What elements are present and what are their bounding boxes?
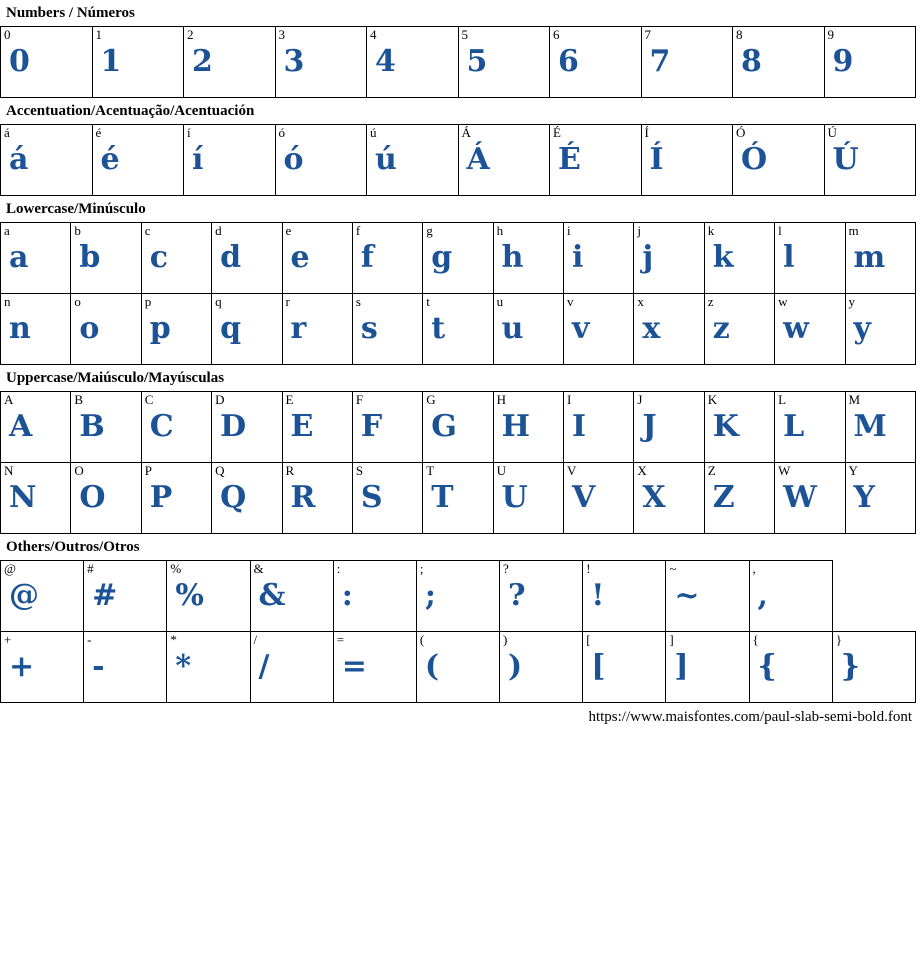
glyph-cell bbox=[824, 125, 916, 196]
glyph-label: g bbox=[426, 223, 433, 238]
glyph-label: Á bbox=[461, 125, 471, 140]
glyph-cell bbox=[352, 223, 422, 294]
glyph-cell bbox=[1, 294, 71, 365]
glyph-cell bbox=[704, 223, 774, 294]
glyph-sample: d bbox=[220, 240, 242, 275]
glyph-sample: { bbox=[757, 649, 777, 684]
glyph-label: 8 bbox=[736, 27, 743, 42]
glyph-sample: ; bbox=[424, 578, 436, 613]
glyph-sample: g bbox=[431, 240, 453, 275]
glyph-cell bbox=[282, 294, 352, 365]
glyph-label: Y bbox=[848, 463, 858, 478]
glyph-cell bbox=[564, 463, 634, 534]
glyph-sample: b bbox=[79, 240, 101, 275]
glyph-label: ? bbox=[503, 561, 509, 576]
section-title-numbers: Numbers / Números bbox=[6, 5, 135, 21]
glyph-sample: Y bbox=[853, 480, 875, 515]
glyph-cell bbox=[167, 632, 250, 703]
glyph-sample: 4 bbox=[375, 44, 396, 79]
glyph-sample: c bbox=[149, 240, 169, 275]
glyph-label: } bbox=[835, 632, 842, 647]
glyph-sample: Á bbox=[466, 142, 490, 177]
glyph-sample: I bbox=[572, 409, 587, 444]
glyph-label: V bbox=[567, 463, 577, 478]
glyph-sample: 8 bbox=[741, 44, 762, 79]
glyph-sample: e bbox=[290, 240, 310, 275]
glyph-sample: w bbox=[783, 311, 809, 346]
glyph-sample: [ bbox=[591, 649, 606, 684]
glyph-sample: s bbox=[360, 311, 378, 346]
glyph-sample: # bbox=[92, 578, 118, 613]
glyph-label: B bbox=[74, 392, 84, 407]
glyph-sample: u bbox=[501, 311, 524, 346]
glyph-cell bbox=[184, 125, 276, 196]
glyph-sample: B bbox=[79, 409, 105, 444]
glyph-cell bbox=[352, 463, 422, 534]
glyph-cell bbox=[416, 561, 499, 632]
glyph-sample: á bbox=[9, 142, 29, 177]
glyph-sample: 5 bbox=[466, 44, 488, 79]
glyph-label: C bbox=[144, 392, 154, 407]
glyph-label: ) bbox=[503, 632, 508, 647]
glyph-cell bbox=[423, 463, 493, 534]
glyph-cell bbox=[845, 223, 916, 294]
glyph-label: z bbox=[707, 294, 714, 309]
glyph-sample: Í bbox=[649, 142, 664, 177]
glyph-cell bbox=[845, 463, 916, 534]
glyph-label: / bbox=[253, 632, 258, 647]
glyph-cell bbox=[500, 561, 583, 632]
glyph-sample: / bbox=[258, 649, 270, 684]
section-title-others: Others/Outros/Otros bbox=[6, 539, 140, 555]
glyph-cell bbox=[564, 223, 634, 294]
glyph-label: 7 bbox=[644, 27, 651, 42]
glyph-cell bbox=[564, 294, 634, 365]
glyph-cell bbox=[367, 27, 459, 98]
glyph-sample: & bbox=[258, 578, 286, 613]
glyph-sample: K bbox=[712, 409, 739, 444]
glyph-sample: k bbox=[712, 240, 734, 275]
glyph-sample: W bbox=[783, 480, 817, 515]
glyph-label: H bbox=[496, 392, 507, 407]
glyph-cell bbox=[564, 392, 634, 463]
glyph-label: % bbox=[170, 561, 182, 576]
glyph-label: c bbox=[144, 223, 151, 238]
glyph-sample: , bbox=[757, 578, 768, 613]
glyph-cell bbox=[92, 125, 184, 196]
glyph-cell bbox=[352, 294, 422, 365]
glyph-label: k bbox=[707, 223, 715, 238]
glyph-label: Í bbox=[644, 125, 649, 140]
glyph-sample: : bbox=[341, 578, 353, 613]
glyph-cell bbox=[1, 392, 71, 463]
glyph-sample: a bbox=[9, 240, 29, 275]
glyph-sample: + bbox=[9, 649, 35, 684]
glyph-sample: ] bbox=[674, 649, 689, 684]
glyph-sample: 2 bbox=[192, 44, 213, 79]
glyph-cell bbox=[550, 125, 642, 196]
glyph-sample: % bbox=[175, 578, 204, 613]
glyph-label: - bbox=[87, 632, 92, 647]
glyph-cell bbox=[71, 223, 141, 294]
glyph-cell bbox=[141, 223, 211, 294]
glyph-label: l bbox=[778, 223, 782, 238]
glyph-cell bbox=[333, 632, 416, 703]
glyph-label: ~ bbox=[669, 561, 677, 576]
glyph-label: ! bbox=[586, 561, 591, 576]
glyph-label: s bbox=[355, 294, 361, 309]
glyph-sample: ) bbox=[508, 649, 523, 684]
glyph-sample: 9 bbox=[832, 44, 854, 79]
table-row bbox=[1, 463, 916, 534]
glyph-cell bbox=[423, 392, 493, 463]
table-row bbox=[1, 125, 916, 196]
glyph-sample: M bbox=[853, 409, 887, 444]
glyph-cell bbox=[641, 27, 733, 98]
glyph-sample: n bbox=[9, 311, 31, 346]
glyph-label: q bbox=[215, 294, 222, 309]
glyph-sample: 0 bbox=[9, 44, 30, 79]
glyph-label: y bbox=[848, 294, 855, 309]
glyph-label: F bbox=[355, 392, 364, 407]
glyph-cell bbox=[641, 125, 733, 196]
glyph-sample: Ó bbox=[741, 142, 768, 177]
glyph-label: N bbox=[4, 463, 14, 478]
glyph-sample: p bbox=[149, 311, 171, 346]
glyph-sample: 7 bbox=[649, 44, 671, 79]
glyph-label: Ú bbox=[827, 125, 837, 140]
section-title-uppercase: Uppercase/Maiúsculo/Mayúsculas bbox=[6, 370, 225, 386]
glyph-label: G bbox=[426, 392, 436, 407]
glyph-cell bbox=[1, 125, 93, 196]
glyph-sample: 6 bbox=[558, 44, 579, 79]
glyph-sample: P bbox=[149, 480, 173, 515]
glyph-label: a bbox=[4, 223, 10, 238]
glyph-sample: 3 bbox=[283, 44, 305, 79]
glyph-label: ] bbox=[669, 632, 674, 647]
glyph-cell bbox=[141, 463, 211, 534]
glyph-label: I bbox=[567, 392, 572, 407]
glyph-label: 9 bbox=[827, 27, 834, 42]
glyph-sample: E bbox=[290, 409, 314, 444]
glyph-sample: D bbox=[220, 409, 247, 444]
glyph-cell bbox=[704, 463, 774, 534]
glyph-sample: A bbox=[9, 409, 33, 444]
glyph-sample: U bbox=[501, 480, 528, 515]
glyph-label: 1 bbox=[95, 27, 102, 42]
glyph-label: L bbox=[778, 392, 787, 407]
glyph-cell bbox=[416, 632, 499, 703]
glyph-sample: r bbox=[290, 311, 307, 346]
glyph-label: w bbox=[778, 294, 788, 309]
glyph-sample: H bbox=[501, 409, 530, 444]
glyph-cell bbox=[212, 463, 282, 534]
glyph-label: ú bbox=[370, 125, 377, 140]
glyph-cell bbox=[733, 125, 825, 196]
glyph-cell bbox=[250, 632, 333, 703]
glyph-cell bbox=[141, 294, 211, 365]
glyph-label: 2 bbox=[187, 27, 194, 42]
glyph-cell bbox=[282, 463, 352, 534]
glyph-label: n bbox=[4, 294, 11, 309]
glyph-cell bbox=[458, 125, 550, 196]
glyph-cell bbox=[71, 294, 141, 365]
glyph-label: 6 bbox=[553, 27, 560, 42]
glyph-sample: X bbox=[642, 480, 666, 515]
glyph-sample: = bbox=[341, 649, 367, 684]
glyph-label: o bbox=[74, 294, 81, 309]
glyph-label: , bbox=[752, 561, 756, 576]
glyph-label: @ bbox=[4, 561, 16, 576]
glyph-sample: o bbox=[79, 311, 100, 346]
glyph-label: í bbox=[187, 125, 191, 140]
glyph-label: + bbox=[4, 632, 12, 647]
glyph-sample: - bbox=[92, 649, 105, 684]
glyph-label: W bbox=[778, 463, 791, 478]
glyph-sample: * bbox=[175, 649, 192, 684]
glyph-label: T bbox=[426, 463, 435, 478]
glyph-cell bbox=[500, 632, 583, 703]
glyph-label: h bbox=[496, 223, 504, 238]
glyph-cell bbox=[282, 223, 352, 294]
glyph-label: A bbox=[4, 392, 14, 407]
glyph-label: á bbox=[4, 125, 10, 140]
glyph-cell bbox=[212, 294, 282, 365]
glyph-label: [ bbox=[586, 632, 591, 647]
glyph-sample: J bbox=[642, 409, 657, 444]
glyph-label: X bbox=[637, 463, 647, 478]
glyph-cell bbox=[84, 632, 167, 703]
glyph-cell bbox=[666, 632, 749, 703]
glyph-label: D bbox=[215, 392, 225, 407]
glyph-sample: Z bbox=[712, 480, 735, 515]
glyph-label: e bbox=[285, 223, 292, 238]
glyph-label: v bbox=[567, 294, 574, 309]
glyph-label: r bbox=[285, 294, 290, 309]
glyph-cell bbox=[92, 27, 184, 98]
glyph-label: Ó bbox=[736, 125, 746, 140]
glyph-sample: @ bbox=[9, 578, 39, 613]
glyph-label: S bbox=[355, 463, 364, 478]
table-row bbox=[1, 27, 916, 98]
glyph-sample: ó bbox=[283, 142, 304, 177]
glyph-sample: y bbox=[853, 311, 871, 346]
glyph-cell bbox=[141, 392, 211, 463]
glyph-label: J bbox=[637, 392, 643, 407]
glyph-label: M bbox=[848, 392, 861, 407]
glyph-cell bbox=[423, 294, 493, 365]
glyph-label: 4 bbox=[370, 27, 377, 42]
glyph-cell bbox=[1, 463, 71, 534]
glyph-sample: z bbox=[712, 311, 730, 346]
table-row bbox=[1, 294, 916, 365]
glyph-label: é bbox=[95, 125, 102, 140]
glyph-cell bbox=[775, 294, 845, 365]
glyph-label: p bbox=[144, 294, 152, 309]
glyph-table-accentuation bbox=[0, 124, 916, 196]
glyph-label: É bbox=[553, 125, 561, 140]
glyph-cell bbox=[824, 27, 916, 98]
glyph-cell bbox=[775, 463, 845, 534]
glyph-label: b bbox=[74, 223, 81, 238]
glyph-sample: ~ bbox=[674, 578, 700, 613]
glyph-label: Q bbox=[215, 463, 225, 478]
glyph-sample: é bbox=[100, 142, 120, 177]
glyph-sample: G bbox=[431, 409, 457, 444]
section-title-accentuation: Accentuation/Acentuação/Acentuación bbox=[6, 103, 255, 119]
glyph-cell bbox=[282, 392, 352, 463]
glyph-sample: } bbox=[840, 649, 861, 684]
glyph-cell bbox=[458, 27, 550, 98]
glyph-sample: m bbox=[853, 240, 886, 275]
glyph-table-uppercase bbox=[0, 391, 916, 534]
source-url[interactable]: https://www.maisfontes.com/paul-slab-semi-bold.font bbox=[588, 709, 912, 725]
glyph-sample: t bbox=[431, 311, 446, 346]
glyph-cell bbox=[493, 294, 563, 365]
glyph-sample: Q bbox=[220, 480, 247, 515]
glyph-sample: x bbox=[642, 311, 661, 346]
glyph-label: U bbox=[496, 463, 507, 478]
section-title-lowercase: Lowercase/Minúsculo bbox=[6, 201, 146, 217]
glyph-cell bbox=[583, 561, 666, 632]
table-row bbox=[1, 561, 916, 632]
glyph-sample: i bbox=[572, 240, 584, 275]
glyph-sample: N bbox=[9, 480, 37, 515]
glyph-cell bbox=[775, 392, 845, 463]
glyph-label: P bbox=[144, 463, 152, 478]
glyph-label: = bbox=[336, 632, 345, 647]
glyph-label: 3 bbox=[278, 27, 285, 42]
glyph-label: R bbox=[285, 463, 295, 478]
glyph-cell bbox=[212, 223, 282, 294]
table-row bbox=[1, 392, 916, 463]
glyph-cell bbox=[367, 125, 459, 196]
glyph-label: t bbox=[426, 294, 430, 309]
glyph-label: 0 bbox=[4, 27, 11, 42]
glyph-sample: V bbox=[572, 480, 596, 515]
glyph-sample: j bbox=[642, 240, 654, 275]
glyph-label: Z bbox=[707, 463, 716, 478]
glyph-cell bbox=[733, 27, 825, 98]
glyph-cell bbox=[1, 223, 71, 294]
glyph-label: * bbox=[170, 632, 177, 647]
glyph-sample: ú bbox=[375, 142, 397, 177]
glyph-sample: h bbox=[501, 240, 524, 275]
glyph-label: ó bbox=[278, 125, 285, 140]
glyph-label: K bbox=[707, 392, 718, 407]
glyph-cell bbox=[423, 223, 493, 294]
glyph-cell bbox=[493, 392, 563, 463]
glyph-table-others bbox=[0, 560, 916, 703]
glyph-sample: F bbox=[360, 409, 383, 444]
glyph-cell bbox=[71, 392, 141, 463]
glyph-label: u bbox=[496, 294, 504, 309]
glyph-label: : bbox=[336, 561, 341, 576]
glyph-cell bbox=[845, 294, 916, 365]
glyph-sample: É bbox=[558, 142, 581, 177]
glyph-sample: C bbox=[149, 409, 174, 444]
glyph-sample: T bbox=[431, 480, 454, 515]
glyph-label: ( bbox=[419, 632, 425, 647]
glyph-cell bbox=[704, 294, 774, 365]
glyph-cell bbox=[493, 223, 563, 294]
glyph-label: x bbox=[637, 294, 644, 309]
glyph-cell bbox=[634, 392, 704, 463]
glyph-cell bbox=[634, 223, 704, 294]
glyph-cell bbox=[1, 27, 93, 98]
glyph-cell bbox=[749, 632, 832, 703]
glyph-cell bbox=[634, 294, 704, 365]
glyph-cell bbox=[333, 561, 416, 632]
glyph-label: # bbox=[87, 561, 94, 576]
glyph-cell bbox=[167, 561, 250, 632]
glyph-cell bbox=[775, 223, 845, 294]
glyph-cell bbox=[275, 125, 367, 196]
glyph-sample: O bbox=[79, 480, 106, 515]
glyph-label: O bbox=[74, 463, 84, 478]
glyph-sample: Ú bbox=[832, 142, 859, 177]
glyph-cell bbox=[493, 463, 563, 534]
glyph-sample: ( bbox=[424, 649, 440, 684]
glyph-cell bbox=[550, 27, 642, 98]
glyph-cell bbox=[832, 632, 915, 703]
glyph-sample: v bbox=[572, 311, 590, 346]
table-row bbox=[1, 223, 916, 294]
glyph-label: d bbox=[215, 223, 222, 238]
glyph-cell bbox=[704, 392, 774, 463]
glyph-sample: ! bbox=[591, 578, 605, 613]
glyph-sample: q bbox=[220, 311, 242, 346]
glyph-label: j bbox=[637, 223, 641, 238]
glyph-sample: l bbox=[783, 240, 795, 275]
glyph-sample: f bbox=[360, 240, 374, 275]
glyph-sample: 1 bbox=[100, 44, 122, 79]
glyph-sample: R bbox=[290, 480, 316, 515]
glyph-cell bbox=[1, 561, 84, 632]
glyph-table-numbers bbox=[0, 26, 916, 98]
glyph-table-lowercase bbox=[0, 222, 916, 365]
glyph-sample: í bbox=[192, 142, 204, 177]
glyph-cell bbox=[250, 561, 333, 632]
glyph-label: { bbox=[752, 632, 759, 647]
glyph-cell bbox=[634, 463, 704, 534]
glyph-sample: L bbox=[783, 409, 805, 444]
glyph-cell bbox=[749, 561, 832, 632]
glyph-cell bbox=[352, 392, 422, 463]
glyph-label: E bbox=[285, 392, 294, 407]
glyph-cell bbox=[71, 463, 141, 534]
glyph-sample: ? bbox=[508, 578, 526, 613]
glyph-cell bbox=[1, 632, 84, 703]
glyph-label: & bbox=[253, 561, 264, 576]
glyph-label: 5 bbox=[461, 27, 468, 42]
glyph-label: f bbox=[355, 223, 361, 238]
table-row bbox=[1, 632, 916, 703]
glyph-label: i bbox=[567, 223, 571, 238]
glyph-label: ; bbox=[419, 561, 424, 576]
glyph-cell bbox=[275, 27, 367, 98]
glyph-cell bbox=[845, 392, 916, 463]
glyph-sample: S bbox=[360, 480, 383, 515]
glyph-cell bbox=[212, 392, 282, 463]
glyph-cell bbox=[583, 632, 666, 703]
glyph-cell bbox=[666, 561, 749, 632]
glyph-cell bbox=[84, 561, 167, 632]
glyph-label: m bbox=[848, 223, 859, 238]
glyph-cell bbox=[184, 27, 276, 98]
